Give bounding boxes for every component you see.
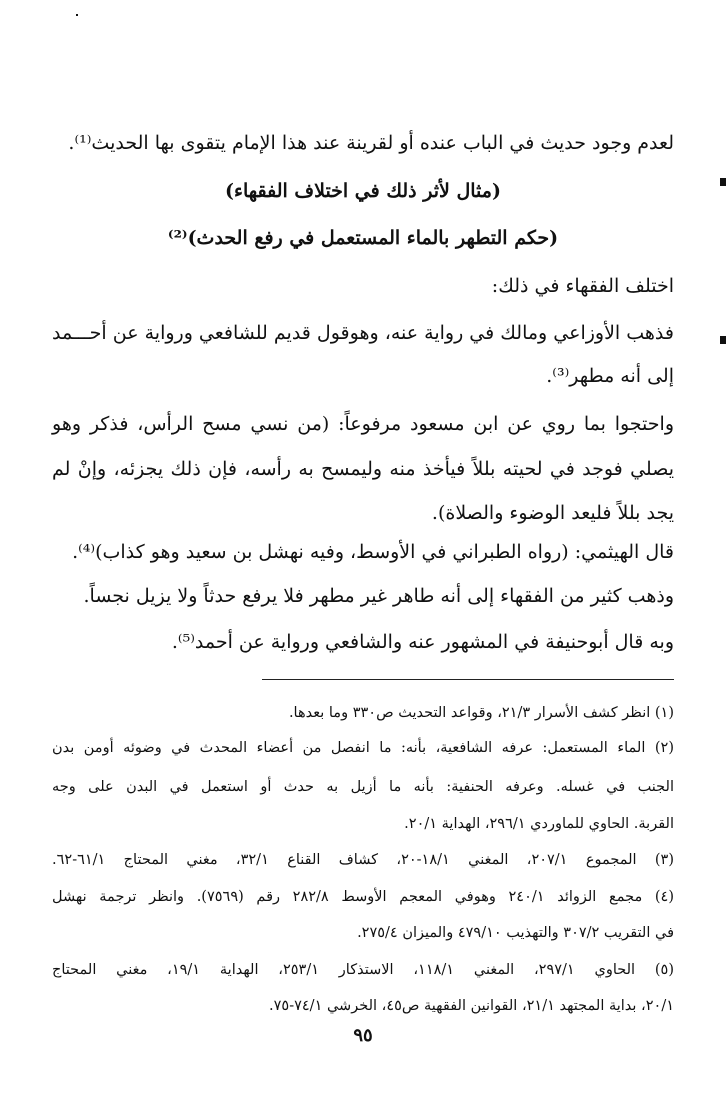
- paragraph-line-1: لعدم وجود حديث في الباب عنده أو لقرينة عند هذا الإمام يتقوى بها الحديث⁽¹⁾.: [68, 132, 674, 154]
- paragraph-line-11: وذهب كثير من الفقهاء إلى أنه طاهر غير مطهر فلا يرفع حدثاً ولا يزيل نجساً.: [83, 585, 674, 607]
- paragraph-line-8: يصلي فوجد في لحيته بللاً فيأخذ منه وليمسح به رأسه، فإن ذلك يجزئه، وإنْ لم: [52, 458, 674, 480]
- footnote-line-6: (٤) مجمع الزوائد ٢٤٠/١ وهوفي المعجم الأوسط ٢٨٢/٨ رقم (٧٥٦٩). وانظر ترجمة نهشل: [52, 889, 674, 905]
- footnote-line-5: (٣) المجموع ٢٠٧/١، المغني ١٨/١-٢٠، كشاف القناع ٣٢/١، مغني المحتاج ٦١/١-٦٢.: [52, 852, 674, 868]
- section-heading-ruling: (حكم التطهر بالماء المستعمل في رفع الحدث)⁽²⁾: [167, 227, 559, 249]
- paragraph-line-10: قال الهيثمي: (رواه الطبراني في الأوسط، وفيه نهشل بن سعيد وهو كذاب)⁽⁴⁾.: [72, 541, 674, 563]
- footnote-line-3: الجنب في غسله. وعرفه الحنفية: بأنه ما أزيل به حدث أو استعمل في البدن على وجه: [52, 779, 674, 795]
- footnote-divider: [262, 679, 674, 680]
- footnote-line-7: في التقريب ٣٠٧/٢ والتهذيب ٤٧٩/١٠ والميزان ٢٧٥/٤.: [357, 925, 674, 941]
- footnote-line-9: ٢٠/١، بداية المجتهد ٢١/١، القوانين الفقهية ص٤٥، الخرشي ٧٤/١-٧٥.: [269, 998, 674, 1014]
- paragraph-line-5: فذهب الأوزاعي ومالك في رواية عنه، وهوقول قديم للشافعي ورواية عن أحـــمد: [52, 322, 674, 344]
- paragraph-line-4: اختلف الفقهاء في ذلك:: [491, 275, 674, 297]
- paragraph-line-9: يجد بللاً فليعد الوضوء والصلاة).: [431, 502, 674, 524]
- paragraph-line-7: واحتجوا بما روي عن ابن مسعود مرفوعاً: (من نسي مسح الرأس، فذكر وهو: [52, 413, 674, 435]
- paragraph-line-6: إلى أنه مطهر⁽³⁾.: [546, 365, 674, 387]
- scan-mark-top: [76, 14, 78, 16]
- footnote-line-4: القربة. الحاوي للماوردي ٢٩٦/١، الهداية ٢٠/١.: [404, 816, 674, 832]
- footnote-line-8: (٥) الحاوي ٢٩٧/١، المغني ١١٨/١، الاستذكار ٢٥٣/١، الهداية ١٩/١، مغني المحتاج: [52, 962, 675, 978]
- footnote-line-2: (٢) الماء المستعمل: عرفه الشافعية، بأنه: ما انفصل من أعضاء المحدث في وضوئه أومن بدن: [52, 740, 674, 756]
- page-number: ٩٥: [353, 1025, 373, 1046]
- paragraph-line-12: وبه قال أبوحنيفة في المشهور عنه والشافعي ورواية عن أحمد⁽⁵⁾.: [171, 631, 674, 653]
- scan-mark-right-mid: [720, 336, 726, 344]
- footnote-line-1: (١) انظر كشف الأسرار ٢١/٣، وقواعد التحديث ص٣٣٠ وما بعدها.: [288, 705, 674, 721]
- section-heading-example: (مثال لأثر ذلك في اختلاف الفقهاء): [225, 180, 501, 202]
